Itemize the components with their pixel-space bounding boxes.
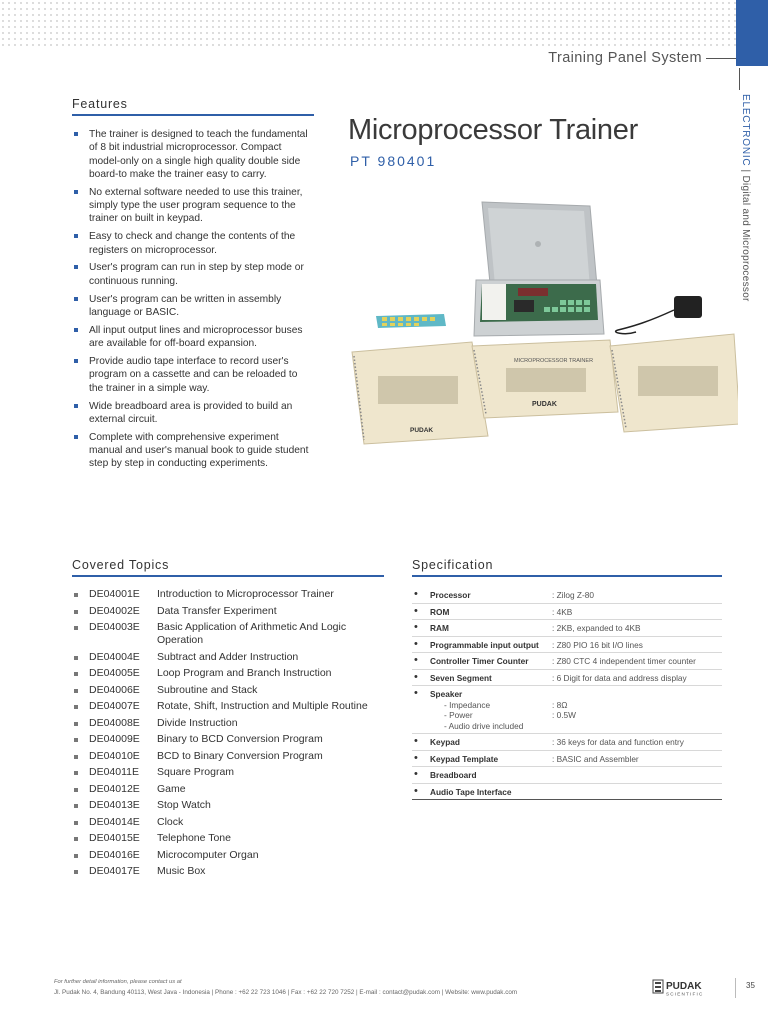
feature-item: Easy to check and change the contents of the registers on microprocessor. bbox=[72, 230, 312, 257]
topic-code: DE04008E bbox=[89, 716, 140, 729]
spec-value bbox=[552, 750, 722, 767]
features-heading: Features bbox=[72, 97, 128, 111]
spec-row bbox=[412, 636, 722, 653]
topic-bullet bbox=[72, 766, 89, 783]
topic-code: DE04006E bbox=[89, 683, 140, 696]
topics-heading: Covered Topics bbox=[72, 558, 170, 572]
topic-row bbox=[72, 865, 372, 882]
spec-value bbox=[552, 783, 722, 800]
spec-key bbox=[430, 686, 552, 734]
spec-row bbox=[412, 767, 722, 784]
topic-bullet bbox=[72, 621, 89, 651]
footer-separator bbox=[735, 978, 736, 998]
spec-bullet: • bbox=[412, 653, 430, 670]
spec-key-text: Programmable input output bbox=[430, 639, 539, 650]
spec-key bbox=[430, 669, 552, 686]
spec-row bbox=[412, 734, 722, 751]
topic-row bbox=[72, 700, 372, 717]
topic-row bbox=[72, 816, 372, 833]
topic-row bbox=[72, 621, 372, 651]
topics-table bbox=[72, 588, 372, 882]
spec-value bbox=[552, 734, 722, 751]
spec-row bbox=[412, 620, 722, 637]
topic-code: DE04007E bbox=[89, 700, 140, 712]
topic-bullet bbox=[72, 816, 89, 833]
spec-value bbox=[552, 636, 722, 653]
spec-key bbox=[430, 783, 552, 800]
topics-rule bbox=[72, 575, 384, 577]
topic-bullet bbox=[72, 783, 89, 800]
spec-bullet: • bbox=[412, 734, 430, 751]
topic-bullet bbox=[72, 865, 89, 882]
spec-value bbox=[552, 653, 722, 670]
topic-bullet bbox=[72, 588, 89, 605]
header-rule bbox=[706, 58, 736, 59]
topic-code: DE04012E bbox=[89, 782, 140, 795]
spec-key bbox=[430, 620, 552, 637]
spec-row bbox=[412, 603, 722, 620]
manual-center-title: MICROPROCESSOR TRAINER bbox=[514, 358, 594, 364]
spec-bullet: • bbox=[412, 587, 430, 603]
topic-row bbox=[72, 605, 372, 622]
topic-code: DE04009E bbox=[89, 733, 140, 745]
topic-title: Basic Application of Arithmetic And Logic Operation bbox=[157, 621, 347, 646]
spec-row bbox=[412, 587, 722, 603]
feature-item: User's program can be written in assembly language or BASIC. bbox=[72, 293, 312, 320]
logo-subtext: SCIENTIFIC bbox=[666, 991, 704, 997]
pudak-logo bbox=[652, 977, 720, 997]
topic-title: Data Transfer Experiment bbox=[157, 604, 277, 617]
spec-heading: Specification bbox=[412, 558, 494, 572]
topic-bullet bbox=[72, 667, 89, 684]
topic-row bbox=[72, 651, 372, 668]
feature-item: Complete with comprehensive experiment manual and user's manual book to guide student step by step in conducting experiments. bbox=[72, 431, 312, 471]
topic-code: DE04001E bbox=[89, 588, 140, 600]
topic-title: Microcomputer Organ bbox=[157, 848, 259, 861]
spec-value-text: : 4KB bbox=[552, 606, 573, 617]
topic-code: DE04017E bbox=[89, 865, 140, 877]
product-photo bbox=[348, 196, 738, 456]
topic-code: DE04010E bbox=[89, 749, 140, 762]
spec-key-text: Speaker bbox=[430, 689, 463, 699]
topic-bullet bbox=[72, 799, 89, 816]
spec-subkey: - Power bbox=[444, 710, 473, 720]
topic-bullet bbox=[72, 733, 89, 750]
topic-code: DE04016E bbox=[89, 848, 140, 861]
topic-bullet bbox=[72, 849, 89, 866]
topic-title: Introduction to Microprocessor Trainer bbox=[157, 588, 334, 600]
spec-subvalue: : 0.5W bbox=[552, 710, 576, 720]
spec-value-text: : 6 Digit for data and address display bbox=[552, 672, 687, 683]
spec-value bbox=[552, 669, 722, 686]
topic-bullet bbox=[72, 605, 89, 622]
topic-title: Game bbox=[157, 782, 186, 795]
footer-address: Jl. Pudak No. 4, Bandung 40113, West Java - Indonesia | Phone : +62 22 723 1046 | Fax : +62 22 720 7252 | E-mail : contact@pudak.com | Website: www.pudak.com bbox=[54, 989, 518, 996]
topic-title: Telephone Tone bbox=[157, 832, 231, 844]
spec-bullet: • bbox=[412, 686, 430, 734]
spec-key-text: Controller Timer Counter bbox=[430, 656, 529, 666]
spec-bullet: • bbox=[412, 783, 430, 800]
spec-bullet: • bbox=[412, 767, 430, 784]
topic-row bbox=[72, 832, 372, 849]
topic-title: Music Box bbox=[157, 865, 206, 877]
topic-row bbox=[72, 733, 372, 750]
spec-key-text: Processor bbox=[430, 590, 471, 600]
spec-key-text: Seven Segment bbox=[430, 672, 492, 683]
spec-key bbox=[430, 653, 552, 670]
topic-title: BCD to Binary Conversion Program bbox=[157, 749, 323, 762]
logo-text: PUDAK bbox=[666, 981, 702, 992]
spec-key-text: Audio Tape Interface bbox=[430, 786, 512, 797]
topic-row bbox=[72, 783, 372, 800]
manual-left-brand: PUDAK bbox=[410, 427, 434, 434]
topic-bullet bbox=[72, 684, 89, 701]
topic-code: DE04005E bbox=[89, 667, 140, 679]
spec-bullet: • bbox=[412, 603, 430, 620]
feature-item: All input output lines and microprocessor buses are available for off-board expansion. bbox=[72, 324, 312, 351]
header-title: Training Panel System bbox=[548, 50, 702, 66]
topic-row bbox=[72, 799, 372, 816]
spec-value bbox=[552, 587, 722, 603]
spec-row bbox=[412, 686, 722, 734]
lid-latch bbox=[535, 241, 541, 247]
side-rule bbox=[739, 68, 740, 90]
spec-subkey: - Impedance bbox=[444, 699, 491, 710]
topic-bullet bbox=[72, 750, 89, 767]
features-rule bbox=[72, 114, 314, 116]
topic-title: Binary to BCD Conversion Program bbox=[157, 733, 323, 745]
spec-value bbox=[552, 603, 722, 620]
footer-note: For further detail information, please contact us at bbox=[54, 979, 182, 985]
spec-value bbox=[552, 767, 722, 784]
topic-row bbox=[72, 766, 372, 783]
spec-value-text: : Z80 PIO 16 bit I/O lines bbox=[552, 639, 643, 650]
processor-chip bbox=[514, 300, 534, 312]
topic-row bbox=[72, 717, 372, 734]
spec-row bbox=[412, 783, 722, 800]
spec-key-text: Keypad Template bbox=[430, 753, 499, 764]
spec-rule bbox=[412, 575, 722, 577]
spec-row bbox=[412, 750, 722, 767]
spec-key bbox=[430, 734, 552, 751]
topic-bullet bbox=[72, 700, 89, 717]
feature-item: No external software needed to use this trainer, simply type the user program sequence to the trainer on built in keypad. bbox=[72, 186, 312, 226]
spec-value-text: : Zilog Z-80 bbox=[552, 590, 594, 600]
feature-item: Wide breadboard area is provided to build an external circuit. bbox=[72, 400, 312, 427]
topic-row bbox=[72, 667, 372, 684]
topic-title: Stop Watch bbox=[157, 799, 211, 811]
topic-code: DE04011E bbox=[89, 766, 140, 778]
topic-code: DE04015E bbox=[89, 832, 140, 844]
topic-code: DE04004E bbox=[89, 650, 140, 663]
topic-title: Loop Program and Branch Instruction bbox=[157, 667, 332, 679]
topic-code: DE04013E bbox=[89, 799, 140, 811]
topic-title: Rotate, Shift, Instruction and Multiple Routine bbox=[157, 700, 368, 712]
topic-title: Clock bbox=[157, 815, 184, 828]
topic-bullet bbox=[72, 832, 89, 849]
spec-bullet: • bbox=[412, 636, 430, 653]
spec-subvalue: : 8Ω bbox=[552, 699, 568, 710]
spec-key bbox=[430, 767, 552, 784]
power-adapter bbox=[674, 296, 702, 318]
feature-item: The trainer is designed to teach the fundamental of 8 bit industrial microprocessor. Compact model-only on a single high quality double side board-to make the trainer easy to carry. bbox=[72, 128, 312, 181]
topic-bullet bbox=[72, 717, 89, 734]
spec-value-text: : BASIC and Assembler bbox=[552, 753, 639, 764]
features-list bbox=[72, 128, 312, 475]
seven-segment-display bbox=[518, 288, 548, 296]
topic-code: DE04003E bbox=[89, 621, 140, 633]
spec-value bbox=[552, 620, 722, 637]
feature-item: User's program can run in step by step mode or continuous running. bbox=[72, 261, 312, 288]
spec-value-text: : Z80 CTC 4 independent timer counter bbox=[552, 656, 696, 666]
spec-bullet: • bbox=[412, 669, 430, 686]
spec-row bbox=[412, 653, 722, 670]
spec-bullet: • bbox=[412, 750, 430, 767]
topic-row bbox=[72, 849, 372, 866]
side-category-accent: ELECTRONIC bbox=[740, 94, 751, 167]
topic-title: Square Program bbox=[157, 766, 235, 778]
topic-row bbox=[72, 588, 372, 605]
side-category-label bbox=[740, 94, 751, 302]
topic-row bbox=[72, 684, 372, 701]
spec-bullet: • bbox=[412, 620, 430, 637]
topic-bullet bbox=[72, 651, 89, 668]
spec-key bbox=[430, 636, 552, 653]
spec-subkey: - Audio drive included bbox=[444, 720, 524, 731]
spec-key-text: Breadboard bbox=[430, 770, 477, 780]
feature-item: Provide audio tape interface to record user's program on a cassette and can be reloaded to the trainer in a simple way. bbox=[72, 355, 312, 395]
side-category-rest: | Digital and Microprocessor bbox=[740, 166, 751, 302]
spec-table bbox=[412, 587, 722, 800]
spec-key-text: ROM bbox=[430, 606, 450, 617]
topic-code: DE04002E bbox=[89, 604, 140, 617]
spec-key-text: RAM bbox=[430, 623, 449, 633]
product-title: Microprocessor Trainer bbox=[348, 114, 638, 146]
spec-value bbox=[552, 686, 722, 734]
header-dot-pattern bbox=[0, 0, 736, 48]
spec-value-text: : 36 keys for data and function entry bbox=[552, 737, 684, 747]
header-accent-tab bbox=[736, 0, 768, 66]
topic-title: Subtract and Adder Instruction bbox=[157, 650, 299, 663]
spec-key bbox=[430, 750, 552, 767]
manual-center-brand: PUDAK bbox=[532, 401, 557, 408]
breadboard bbox=[482, 284, 506, 320]
spec-key-text: Keypad bbox=[430, 737, 460, 747]
topic-code: DE04014E bbox=[89, 815, 140, 828]
topic-title: Subroutine and Stack bbox=[157, 683, 258, 696]
spec-value-text: : 2KB, expanded to 4KB bbox=[552, 623, 641, 633]
product-code: PT 980401 bbox=[350, 153, 437, 169]
topic-row bbox=[72, 750, 372, 767]
power-cable bbox=[616, 310, 674, 334]
spec-row bbox=[412, 669, 722, 686]
page-number: 35 bbox=[746, 981, 755, 990]
spec-key bbox=[430, 603, 552, 620]
topic-title: Divide Instruction bbox=[157, 716, 238, 729]
spec-key bbox=[430, 587, 552, 603]
